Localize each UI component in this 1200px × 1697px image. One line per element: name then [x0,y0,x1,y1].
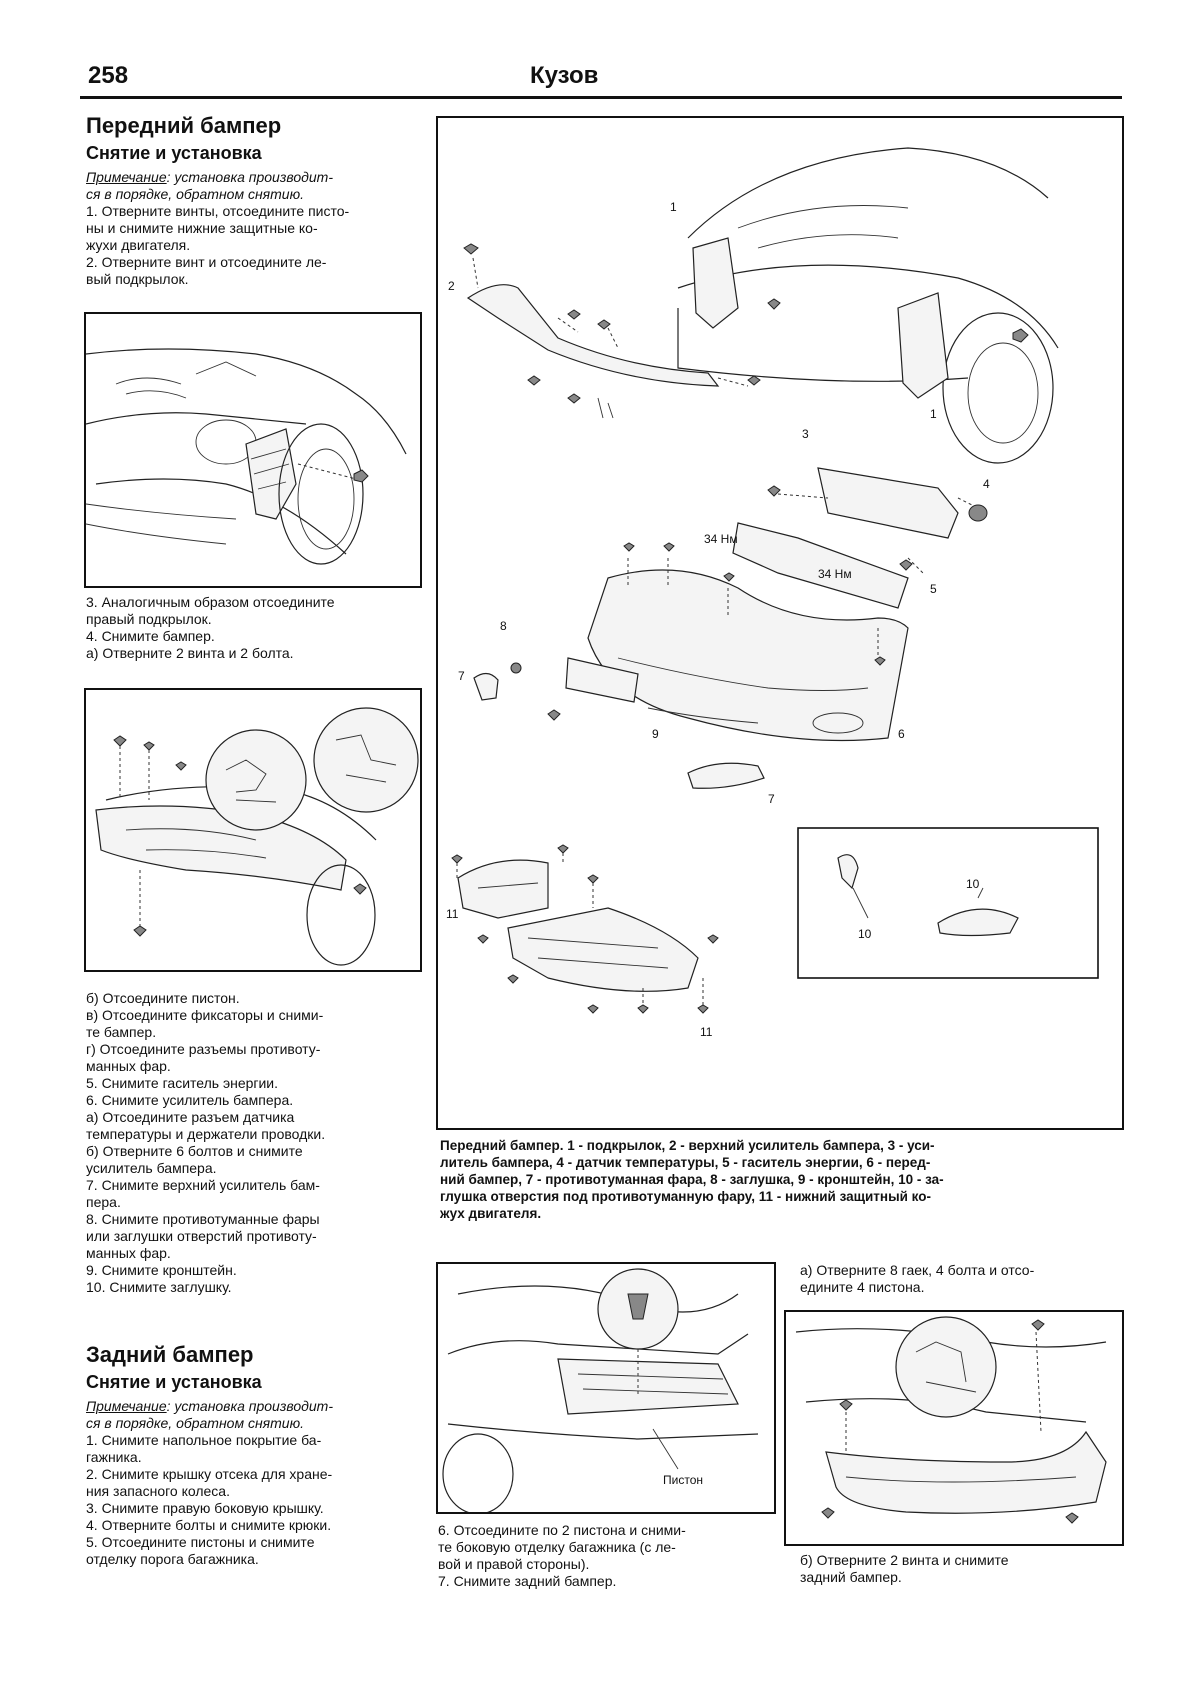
step-line: 9. Снимите кронштейн. [86,1262,237,1278]
step-line: вой и правой стороны). [438,1556,590,1572]
rear-steps [86,1432,332,1568]
callout-6: 6 [898,727,905,741]
front-bumper-exploded-illustration [438,118,1122,1128]
front-steps-c [86,990,325,1296]
note-text: : установка производит- [166,169,333,185]
step-line: 1. Отверните винты, отсоедините писто- [86,203,350,219]
step-line: 7. Снимите верхний усилитель бам- [86,1177,320,1193]
step-line: 3. Снимите правую боковую крышку. [86,1500,324,1516]
exploded-diagram [436,116,1124,1130]
rear-bumper-illustration [786,1312,1122,1544]
rear-step7b [800,1552,1009,1586]
fender-liner-right [898,293,948,398]
trunk-illustration [438,1264,774,1512]
callout-9: 9 [652,727,659,741]
note-label: Примечание [86,1398,167,1414]
step-line: ны и снимите нижние защитные ко- [86,220,318,236]
step-line: усилитель бампера. [86,1160,217,1176]
bumper-screws-illustration [86,690,420,970]
step-line: жухи двигателя. [86,237,191,253]
rear-bumper-subheading: Снятие и установка [86,1372,262,1392]
temperature-sensor [969,505,987,521]
step-line: задний бампер. [800,1569,902,1585]
step-line: 2. Снимите крышку отсека для хране- [86,1466,333,1482]
step-line: б) Отверните 2 винта и снимите [800,1552,1009,1568]
header-rule [80,96,1122,99]
front-bumper-heading: Передний бампер [86,113,282,138]
step-line: пера. [86,1194,121,1210]
callout-1a: 1 [670,200,677,214]
note-text: : установка производит- [166,1398,333,1414]
step-line: 3. Аналогичным образом отсоедините [86,594,335,610]
torque-label-2: 34 Нм [818,567,852,581]
step-line: б) Отверните 6 болтов и снимите [86,1143,303,1159]
step-line: г) Отсоедините разъемы противоту- [86,1041,321,1057]
note-text-2: ся в порядке, обратном снятию. [86,186,304,202]
step-line: те боковую отделку багажника (с ле- [438,1539,676,1555]
note-text-2: ся в порядке, обратном снятию. [86,1415,304,1431]
callout-2: 2 [448,279,455,293]
figure-trunk-pistons [436,1262,776,1514]
callout-8: 8 [500,619,507,633]
callout-7b: 7 [768,792,775,806]
step-line: манных фар. [86,1245,171,1261]
fog-lamp-right [688,763,764,788]
step-line: 4. Снимите бампер. [86,628,215,644]
step-line: 1. Снимите напольное покрытие ба- [86,1432,322,1448]
step-line: 6. Отсоедините по 2 пистона и сними- [438,1522,686,1538]
step-line: б) Отсоедините пистон. [86,990,240,1006]
diagram-caption [440,1137,944,1222]
step-line: гажника. [86,1449,142,1465]
rear-note [86,1398,416,1432]
step-line: 10. Снимите заглушку. [86,1279,232,1295]
fog-lamp-left [474,673,498,700]
callout-10b: 10 [966,877,980,891]
figure-fender-liner [84,312,422,588]
note-label: Примечание [86,169,167,185]
bumper-reinforcement [818,468,958,538]
caption-line: Передний бампер. 1 - подкрылок, 2 - верхний усилитель бампера, 3 - уси- [440,1138,935,1153]
step-line: манных фар. [86,1058,171,1074]
inset-fog-covers [798,828,1098,978]
rear-bumper-cover [826,1432,1106,1513]
step-line: а) Отверните 8 гаек, 4 болта и отсо- [800,1262,1035,1278]
rear-bumper-heading: Задний бампер [86,1342,254,1367]
step-line: те бампер. [86,1024,157,1040]
figure-bumper-screws [84,688,422,972]
step-line: вый подкрылок. [86,271,189,287]
fender-liner-illustration [86,314,420,586]
step-line: 7. Снимите задний бампер. [438,1573,617,1589]
caption-line: глушка отверстия под противотуманную фару, 11 - нижний защитный ко- [440,1189,931,1204]
callout-11b: 11 [700,1025,713,1039]
callout-3: 3 [802,427,809,441]
step-line: а) Отверните 2 винта и 2 болта. [86,645,294,661]
step-line: ния запасного колеса. [86,1483,230,1499]
front-bumper-subheading: Снятие и установка [86,143,262,163]
piston-label: Пистон [663,1473,703,1487]
step-line: температуры и держатели проводки. [86,1126,326,1142]
step-line: 2. Отверните винт и отсоедините ле- [86,254,327,270]
step-line: 5. Отсоедините пистоны и снимите [86,1534,315,1550]
step-line: едините 4 пистона. [800,1279,925,1295]
step-line: или заглушки отверстий противоту- [86,1228,317,1244]
front-note [86,169,416,203]
page-number: 258 [88,62,129,89]
caption-line: литель бампера, 4 - датчик температуры, 5 - гаситель энергии, 6 - перед- [440,1155,931,1170]
caption-line: жух двигателя. [440,1206,542,1221]
rear-step7a [800,1262,1034,1296]
front-steps-b [86,594,335,662]
step-line: 6. Снимите усилитель бампера. [86,1092,294,1108]
torque-label-1: 34 Нм [704,532,738,546]
step-line: правый подкрылок. [86,611,212,627]
callout-1b: 1 [930,407,937,421]
callout-5: 5 [930,582,937,596]
lower-cover-left [458,860,548,918]
cap [511,663,521,673]
step-line: 5. Снимите гаситель энергии. [86,1075,279,1091]
step-line: а) Отсоедините разъем датчика [86,1109,295,1125]
step-line: в) Отсоедините фиксаторы и сними- [86,1007,324,1023]
callout-11a: 11 [446,907,459,921]
rear-step6 [438,1522,686,1590]
callout-10a: 10 [858,927,872,941]
step-line: 8. Снимите противотуманные фары [86,1211,320,1227]
caption-line: ний бампер, 7 - противотуманная фара, 8 - заглушка, 9 - кронштейн, 10 - за- [440,1172,944,1187]
step-line: отделку порога багажника. [86,1551,259,1567]
section-title: Кузов [530,62,599,89]
callout-4: 4 [983,477,990,491]
figure-rear-bumper [784,1310,1124,1546]
fender-liner-left [693,238,738,328]
front-steps-a [86,203,349,288]
step-line: 4. Отверните болты и снимите крюки. [86,1517,332,1533]
upper-reinforcement [468,285,718,386]
energy-absorber [733,523,908,608]
callout-7a: 7 [458,669,465,683]
lower-cover-right [508,908,698,991]
